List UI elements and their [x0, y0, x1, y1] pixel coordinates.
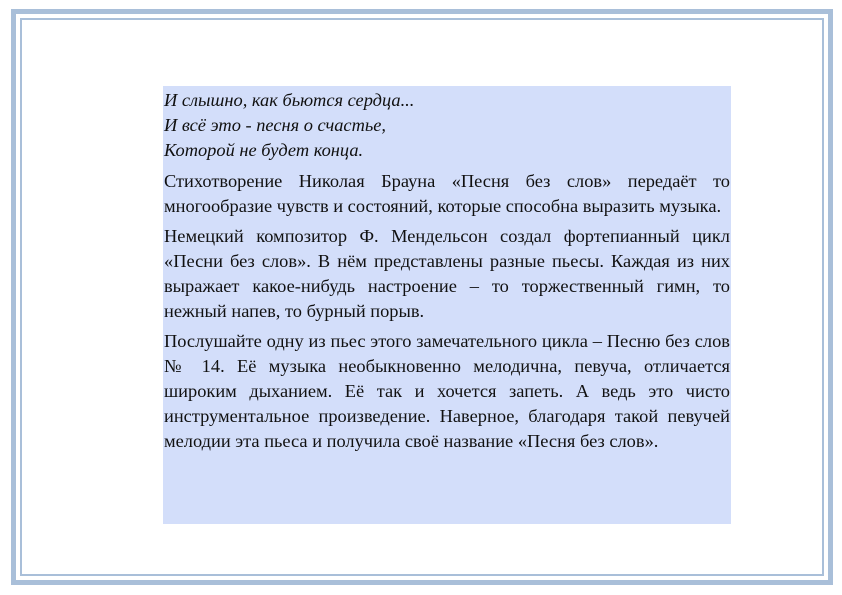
poem-line: И всё это - песня о счастье,: [164, 115, 387, 135]
paragraph-brown-poem: Стихотворение Николая Брауна «Песня без слов» передаёт то многообразие чувств и состояний, которые способна выразить музыка.: [164, 171, 730, 216]
paragraph-song-14: Послушайте одну из пьес этого замечательного цикла – Песню без слов № 14. Её музыка необыкновенно мелодична, певуча, отличается широким дыханием. Её так и хочется запеть. А ведь это чисто инструментальное произведение. Наверное, благодаря такой певучей мелодии эта пьеса и получила своё название «Песня без слов».: [164, 331, 730, 451]
poem-line: И слышно, как бьются сердца...: [164, 90, 415, 110]
poem-line: Которой не будет конца.: [164, 140, 364, 160]
poem-excerpt: [164, 88, 730, 163]
paragraph-mendelssohn-cycle: Немецкий композитор Ф. Мендельсон создал фортепианный цикл «Песни без слов». В нём представлены разные пьесы. Каждая из них выражает какое-нибудь настроение – то торжественный гимн, то нежный напев, то бурный порыв.: [164, 226, 730, 321]
text-block: [163, 86, 731, 524]
